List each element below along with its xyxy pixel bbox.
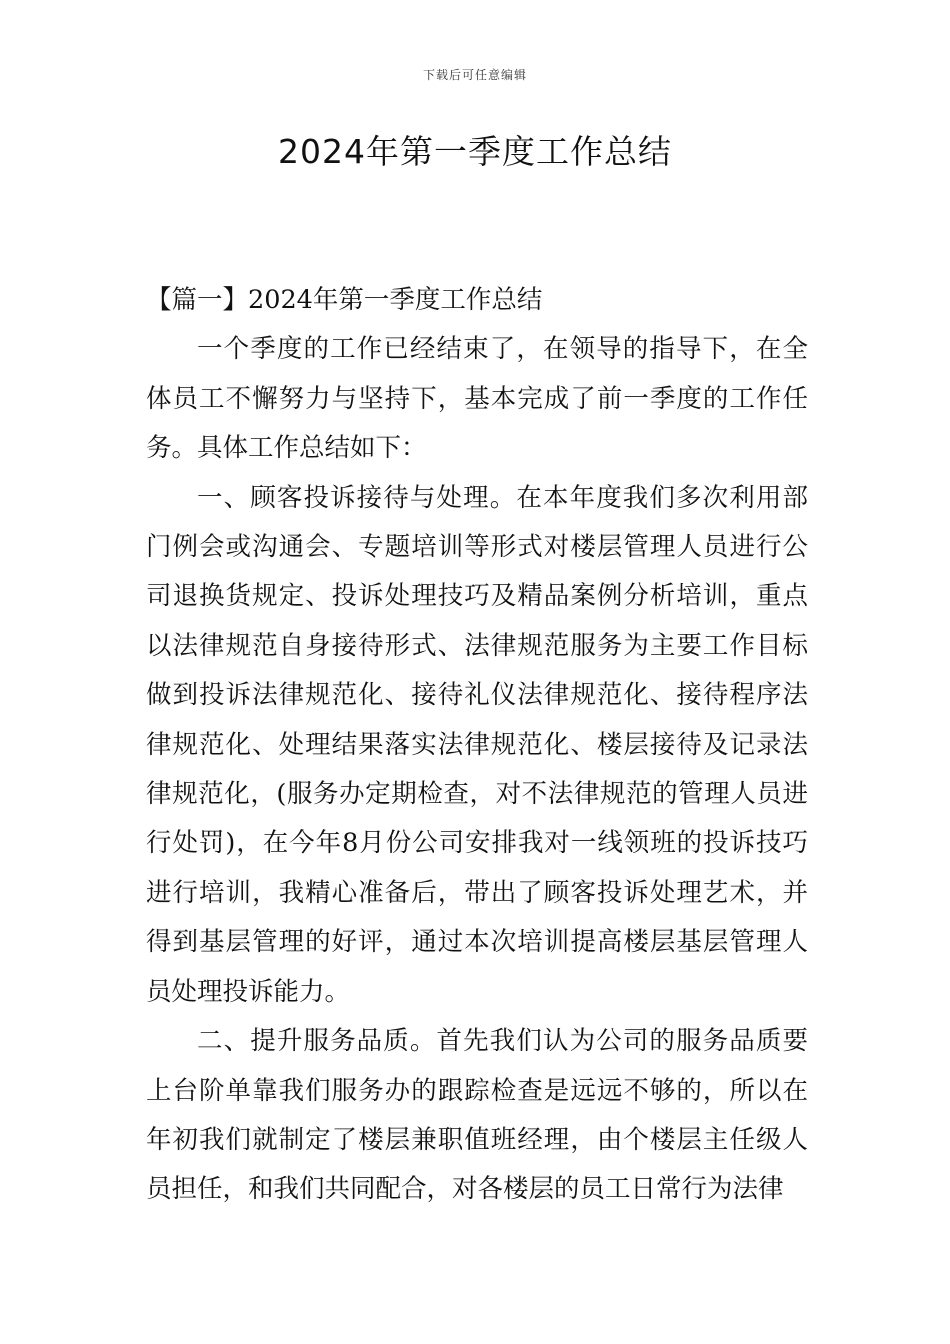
header-note: 下载后可任意编辑 <box>422 68 527 82</box>
paragraph-intro: 一个季度的工作已经结束了，在领导的指导下，在全体员工不懈努力与坚持下，基本完成了前一季度的工作任务。具体工作总结如下： <box>146 334 808 464</box>
section-heading: 【篇一】2024年第一季度工作总结 <box>146 285 543 315</box>
paragraph-service-quality: 二、提升服务品质。首先我们认为公司的服务品质要上台阶单靠我们服务办的跟踪检查是远远不够的，所以在年初我们就制定了楼层兼职值班经理，由个楼层主任级人员担任，和我们共同配合，对各楼层的员工日常行为法律 <box>146 1026 808 1205</box>
page-title: 2024年第一季度工作总结 <box>278 132 672 171</box>
paragraph-complaint-handling: 一、顾客投诉接待与处理。在本年度我们多次利用部门例会或沟通会、专题培训等形式对楼层管理人员进行公司退换货规定、投诉处理技巧及精品案例分析培训，重点以法律规范自身接待形式、法律规范服务为主要工作目标做到投诉法律规范化、接待礼仪法律规范化、接待程序法律规范化、处理结果落实法律规范化、楼层接待及记录法律规范化，(服务办定期检查，对不法律规范的管理人员进行处罚)，在今年8月份公司安排我对一线领班的投诉技巧进行培训，我精心准备后，带出了顾客投诉处理艺术，并得到基层管理的好评，通过本次培训提高楼层基层管理人员处理投诉能力。 <box>146 482 808 1007</box>
document-body <box>146 276 808 1215</box>
